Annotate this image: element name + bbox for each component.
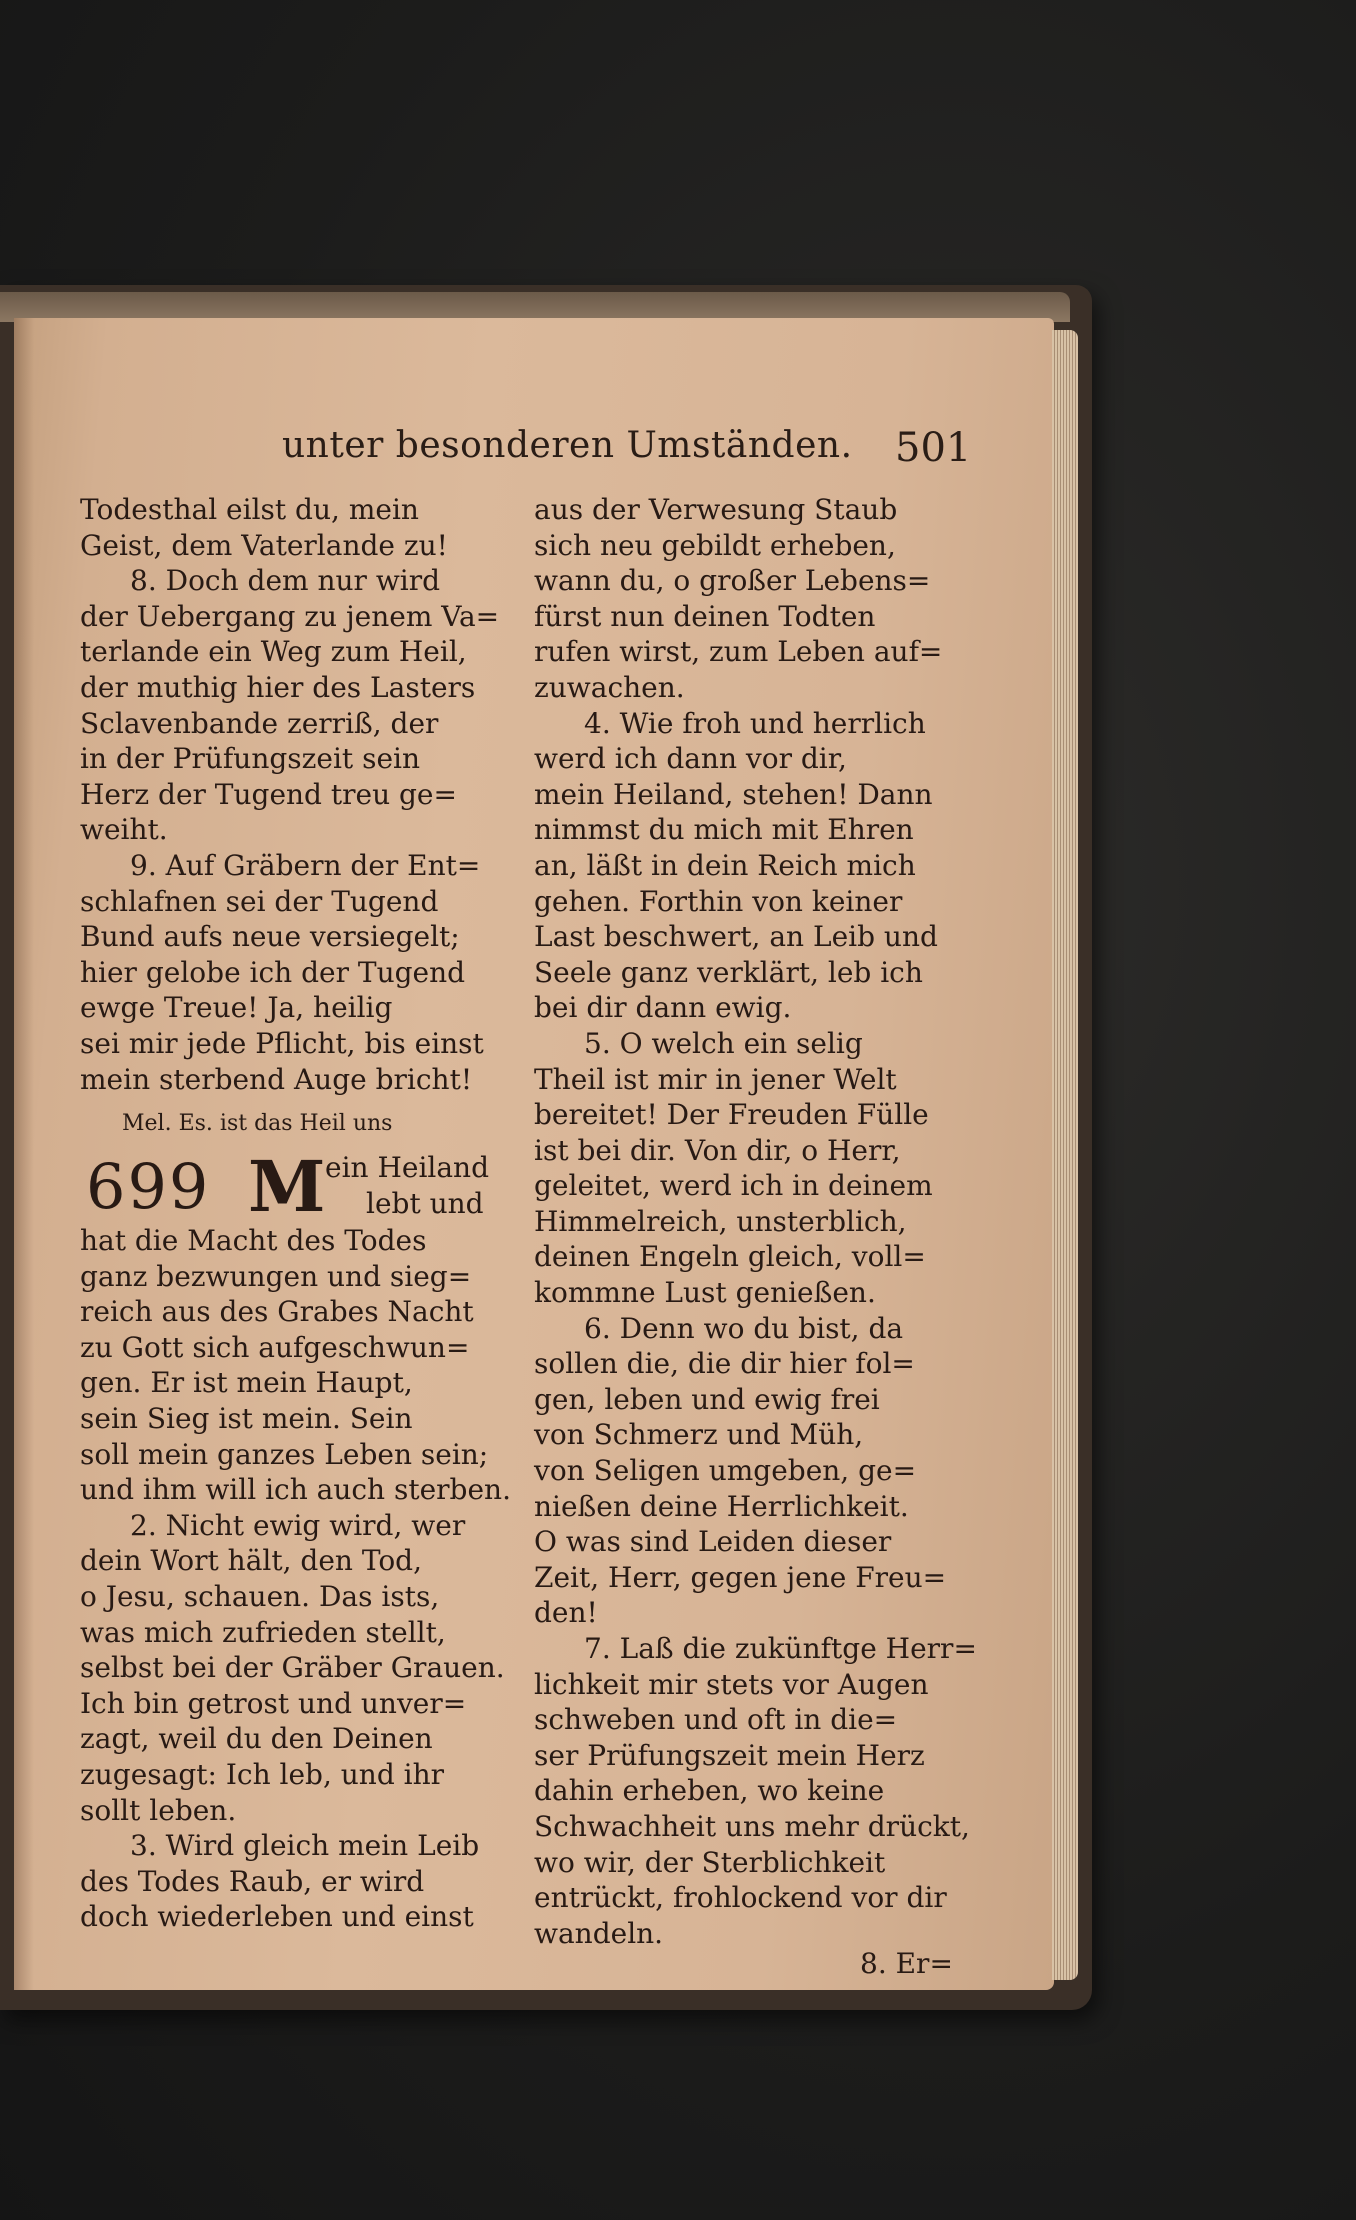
text-line: von Seligen umgeben, ge=: [534, 1454, 917, 1488]
text-line: zu Gott sich aufgeschwun=: [80, 1330, 470, 1364]
text-line: selbst bei der Gräber Grauen.: [80, 1651, 505, 1685]
melody-indication: Mel. Es. ist das Heil uns: [122, 1111, 393, 1137]
text-line: gen, leben und ewig frei: [534, 1382, 880, 1416]
text-line: 7. Laß die zukünftge Herr=: [584, 1632, 977, 1665]
text-line: 4. Wie froh und herrlich: [584, 706, 926, 740]
text-line: geleitet, werd ich in deinem: [534, 1169, 933, 1203]
text-line: zagt, weil du den Deinen: [80, 1722, 433, 1756]
text-line: Schwachheit uns mehr drückt,: [534, 1809, 970, 1843]
text-line: in der Prüfungszeit sein: [80, 742, 421, 776]
text-line: den!: [534, 1596, 598, 1630]
text-line: ewge Treue! Ja, heilig: [80, 991, 393, 1025]
text-line: schweben und oft in die=: [534, 1703, 898, 1737]
hymn-first-line-2: lebt und: [366, 1187, 484, 1221]
text-line: werd ich dann vor dir,: [534, 742, 847, 776]
text-line: wo wir, der Sterblichkeit: [534, 1845, 886, 1879]
text-line: bei dir dann ewig.: [534, 991, 792, 1025]
right-column: [534, 492, 977, 1951]
text-line: 5. O welch ein selig: [584, 1026, 863, 1060]
text-line: schlafnen sei der Tugend: [80, 884, 439, 918]
text-line: gehen. Forthin von keiner: [534, 884, 903, 918]
text-line: terlande ein Weg zum Heil,: [80, 635, 467, 669]
text-line: Bund aufs neue versiegelt;: [80, 920, 460, 954]
text-line: 2. Nicht ewig wird, wer: [130, 1508, 466, 1542]
text-line: kommne Lust genießen.: [534, 1276, 876, 1310]
text-line: sich neu gebildt erheben,: [534, 528, 896, 562]
text-line: nießen deine Herrlichkeit.: [534, 1489, 909, 1523]
text-line: o Jesu, schauen. Das ists,: [80, 1580, 440, 1614]
text-line: 6. Denn wo du bist, da: [584, 1311, 904, 1345]
page-gutter: [14, 318, 34, 1990]
text-line: an, läßt in dein Reich mich: [534, 848, 916, 882]
text-line: dein Wort hält, den Tod,: [80, 1544, 423, 1578]
text-line: 9. Auf Gräbern der Ent=: [130, 848, 481, 882]
text-line: gen. Er ist mein Haupt,: [80, 1366, 413, 1400]
text-line: Herz der Tugend treu ge=: [80, 777, 457, 811]
text-line: sein Sieg ist mein. Sein: [80, 1402, 413, 1436]
text-line: wann du, o großer Lebens=: [534, 564, 931, 598]
left-column-text-before: [80, 492, 500, 1097]
hymn-number: 699: [86, 1150, 211, 1224]
text-line: Last beschwert, an Leib und: [534, 920, 938, 954]
text-line: aus der Verwesung Staub: [534, 493, 898, 526]
text-line: deinen Engeln gleich, voll=: [534, 1240, 926, 1274]
text-line: was mich zufrieden stellt,: [80, 1615, 446, 1649]
text-line: lichkeit mir stets vor Augen: [534, 1667, 929, 1701]
text-line: ganz bezwungen und sieg=: [80, 1259, 472, 1293]
text-line: und ihm will ich auch sterben.: [80, 1473, 511, 1507]
catchword: 8. Er=: [860, 1947, 953, 1980]
text-line: der muthig hier des Lasters: [80, 670, 476, 704]
text-line: zuwachen.: [534, 670, 685, 704]
text-line: wandeln.: [534, 1916, 664, 1950]
text-line: ist bei dir. Von dir, o Herr,: [534, 1133, 901, 1167]
text-line: der Uebergang zu jenem Va=: [80, 599, 500, 633]
text-line: bereitet! Der Freuden Fülle: [534, 1098, 929, 1132]
text-line: zugesagt: Ich leb, und ihr: [80, 1758, 445, 1791]
text-line: Sclavenbande zerriß, der: [80, 706, 439, 740]
text-line: von Schmerz und Müh,: [534, 1418, 864, 1452]
text-line: reich aus des Grabes Nacht: [80, 1295, 474, 1329]
running-head: unter besonderen Umständen.: [282, 425, 853, 466]
text-line: doch wiederleben und einst: [80, 1900, 474, 1934]
text-line: entrückt, frohlockend vor dir: [534, 1881, 947, 1915]
text-line: mein sterbend Auge bricht!: [80, 1062, 473, 1096]
text-line: O was sind Leiden dieser: [534, 1525, 892, 1559]
text-line: Zeit, Herr, gegen jene Freu=: [534, 1560, 947, 1594]
text-line: hier gelobe ich der Tugend: [80, 955, 466, 989]
text-line: Himmelreich, unsterblich,: [534, 1204, 907, 1238]
page-number: 501: [895, 425, 972, 471]
text-line: Seele ganz verklärt, leb ich: [534, 955, 923, 989]
text-line: rufen wirst, zum Leben auf=: [534, 635, 943, 669]
text-line: ser Prüfungszeit mein Herz: [534, 1738, 925, 1772]
hymn-first-line-1: ein Heiland: [325, 1151, 490, 1185]
text-line: fürst nun deinen Todten: [534, 599, 876, 633]
hymn-initial-letter: M: [248, 1145, 326, 1229]
text-line: 8. Doch dem nur wird: [130, 564, 441, 598]
text-line: sollt leben.: [80, 1793, 237, 1827]
text-line: Theil ist mir in jener Welt: [534, 1062, 897, 1096]
text-line: des Todes Raub, er wird: [80, 1864, 425, 1898]
text-line: soll mein ganzes Leben sein;: [80, 1437, 489, 1471]
left-column: [80, 492, 511, 1935]
text-line: sei mir jede Pflicht, bis einst: [80, 1026, 484, 1060]
text-line: hat die Macht des Todes: [80, 1224, 427, 1258]
text-line: Ich bin getrost und unver=: [80, 1686, 467, 1720]
hymn-start: [80, 1145, 500, 1229]
text-line: dahin erheben, wo keine: [534, 1774, 885, 1808]
text-line: 3. Wird gleich mein Leib: [130, 1829, 480, 1863]
text-line: mein Heiland, stehen! Dann: [534, 777, 933, 811]
text-line: Geist, dem Vaterlande zu!: [80, 528, 448, 562]
left-column-text-after: [80, 1223, 511, 1935]
text-line: sollen die, die dir hier fol=: [534, 1347, 915, 1381]
text-line: Todesthal eilst du, mein: [80, 493, 419, 526]
page-edges: [1052, 330, 1078, 1980]
text-line: nimmst du mich mit Ehren: [534, 813, 914, 847]
text-line: weiht.: [80, 813, 168, 847]
